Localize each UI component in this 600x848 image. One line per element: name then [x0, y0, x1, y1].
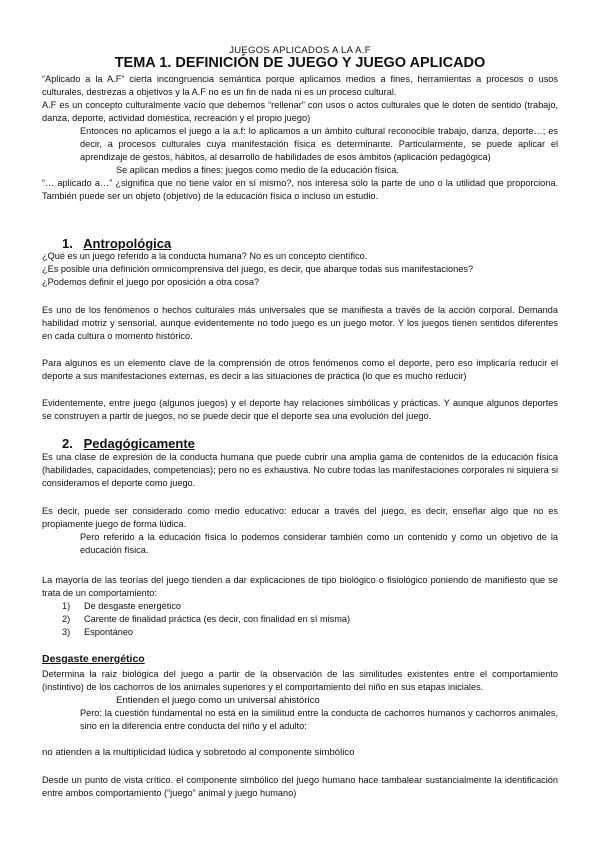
intro-paragraph-4: Se aplican medios a fines: juegos como medio de la educación física. — [116, 165, 399, 175]
running-header: JUEGOS APLICADOS A LA A.F — [229, 45, 371, 56]
list-item-text: Carente de finalidad práctica (es decir, con finalidad en sí misma) — [84, 614, 351, 624]
list-item-number: 3) — [62, 627, 71, 637]
section-1-paragraph-3-block — [42, 397, 558, 423]
intro-paragraph-5: “… aplicado a…” ¿significa que no tiene valor en sí mismo?, nos interesa sólo la parte de uno o la utilidad que proporciona. También puede ser un objeto (objetivo) de la educación física o incluso un estudio. — [42, 178, 558, 201]
section-1-question-3: ¿Podemos definir el juego por oposición a otra cosa? — [42, 277, 260, 287]
desgaste-paragraph-4-block — [42, 746, 558, 759]
section-1-questions — [42, 250, 558, 289]
list-item-number: 2) — [62, 614, 71, 624]
section-1-question-1: ¿Qué es un juego referido a la conducta humana? No es un concepto científico. — [42, 251, 368, 261]
section-1-paragraph-2: Para algunos es un elemento clave de la comprensión de otros fenómenos como el deporte, pero eso implicaría reducir el deporte a sus manifestaciones externas, es decir a las situaciones de práctica (lo que es mucho reducir) — [42, 358, 558, 381]
section-2-number: 2. — [62, 436, 73, 451]
list-item — [42, 600, 558, 613]
intro-block — [42, 73, 558, 203]
section-2-title: Pedagógicamente — [83, 436, 195, 451]
section-2-heading — [62, 436, 195, 451]
subsection-heading: Desgaste energético — [42, 653, 145, 665]
section-1-title: Antropológica — [83, 236, 172, 251]
section-2-paragraph-4: La mayoría de las teorías del juego tienden a dar explicaciones de tipo biológico o fisiológico poniendo de manifiesto que se trata de un comportamiento: — [42, 575, 558, 598]
section-1-number: 1. — [62, 236, 73, 251]
section-1-paragraph-2-block — [42, 357, 558, 383]
section-2-paragraph-1: Es una clase de expresión de la conducta humana que puede cubrir una amplia gama de contenidos de la educación física (habilidades, capacidades, competencias); pero no es exhaustiva. No cubre todas las manifestaciones corporales ni siquiera si consideramos el deporte como juego. — [42, 452, 558, 488]
list-item-text: Espontáneo — [84, 627, 134, 637]
intro-paragraph-1: “Aplicado a la A.F” cierta incongruencia semántica porque aplicamos medios a fines, herramientas a procesos o usos culturales, destrezas a objetivos y la A.F no es un fin de nada ni es un proceso cultural. — [42, 74, 558, 97]
list-item-number: 1) — [62, 601, 71, 611]
section-2-paragraph-1-block — [42, 451, 558, 490]
section-1-heading — [62, 236, 171, 251]
section-1-paragraph-1: Es uno de los fenómenos o hechos culturales más universales que se manifiesta a través de la acción corporal. Demanda habilidad motriz y sensorial, aunque evidentemente no todo juego es un juego motor. Y los juegos tienen sentidos diferentes en cada cultura o momento histórico. — [42, 305, 558, 341]
list-item — [42, 613, 558, 626]
intro-paragraph-2: A.F es un concepto culturalmente vacío que debemos “rellenar” con usos o actos culturales que le doten de sentido (trabajo, danza, deporte, actividad doméstica, recreación y el propio juego) — [42, 100, 558, 123]
section-2-paragraph-3: Pero referido a la educación física lo podemos considerar también como un contenido y como un objetivo de la educación física. — [80, 532, 558, 555]
desgaste-paragraph-4: no atienden a la multiplicidad lúdica y sobretodo al componente simbólico — [42, 747, 355, 758]
desgaste-paragraph-5-block — [42, 774, 558, 800]
list-item — [42, 626, 558, 639]
section-1-paragraph-1-block — [42, 304, 558, 343]
desgaste-paragraph-3: Pero: la cuestión fundamental no está en la similitud entre la conducta de cachorros humanos y cachorros animales, sino en la diferencia entre conducta del niño y el adulto: — [80, 708, 558, 731]
section-2-paragraph-2-block — [42, 505, 558, 557]
list-item-text: De desgaste energético — [84, 601, 182, 611]
desgaste-paragraph-5: Desde un punto de vista crítico. el componente simbólico del juego humano hace tambalear sustancialmente la identificación entre ambos comportamiento (“juego” animal y juego humano) — [42, 775, 558, 798]
desgaste-paragraph-1: Determina la raíz biológica del juego a partir de la observación de las similitudes existentes entre el comportamiento (instintivo) de los cachorros de los animales superiores y el comportamiento del niño en sus etapas iniciales. — [42, 669, 558, 692]
intro-paragraph-3: Entonces no aplicamos el juego a la a.f: lo aplicamos a un ámbito cultural reconocible trabajo, danza, deporte…; es decir, a procesos culturales cuya manifestación física es determinante. Particularmente, se puede aplicar el aprendizaje de gestos, hábitos, al desarrollo de habilidades de esos ámbitos (aplicación pedagógica) — [80, 126, 558, 162]
section-2-paragraph-4-block — [42, 574, 558, 639]
section-2-paragraph-2: Es decir, puede ser considerado como medio educativo: educar a través del juego, es decir, enseñar algo que no es propiamente juego de forma lúdica. — [42, 506, 558, 529]
section-1-paragraph-3: Evidentemente, entre juego (algunos juegos) y el deporte hay relaciones simbólicas y prácticas. Y aunque algunos deportes se construyen a partir de juegos, no se puede decir que el deporte sea una evolución del juego. — [42, 398, 558, 421]
behaviour-list — [42, 600, 558, 639]
section-1-question-2: ¿Es posible una definición omnicomprensiva del juego, es decir, que abarque todas sus manifestaciones? — [42, 264, 474, 274]
document-title: TEMA 1. DEFINICIÓN DE JUEGO Y JUEGO APLICADO — [114, 55, 486, 71]
desgaste-paragraph-2: Entienden el juego como un universal ahistórico — [116, 695, 320, 706]
desgaste-block — [42, 668, 558, 733]
